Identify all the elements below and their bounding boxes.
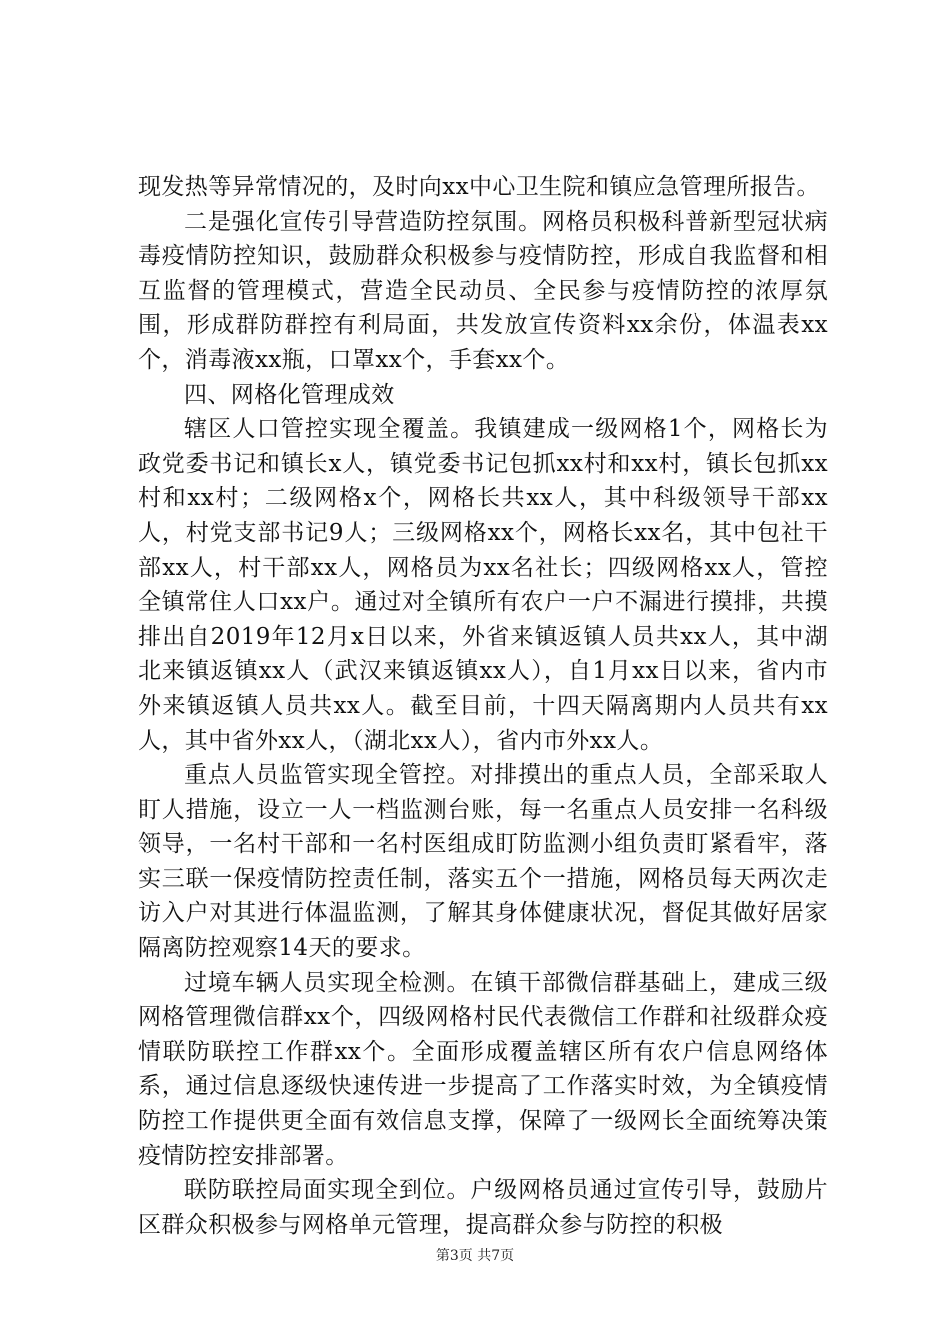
paragraph-key-personnel: 重点人员监管实现全管控。对排摸出的重点人员，全部采取人盯人措施，设立一人一档监测台账，每一名重点人员安排一名科级领导，一名村干部和一名村医组成盯防监测小组负责盯紧看牢，落实三联一保疫情防控责任制，落实五个一措施，网格员每天两次走访入户对其进行体温监测，了解其身体健康状况，督促其做好居家隔离防控观察14天的要求。 — [138, 762, 828, 962]
paragraph-joint-control: 联防联控局面实现全到位。户级网格员通过宣传引导，鼓励片区群众积极参与网格单元管理，提高群众参与防控的积极 — [138, 1177, 828, 1238]
section-heading: 四、网格化管理成效 — [184, 381, 395, 408]
paragraph-vehicle-inspection: 过境车辆人员实现全检测。在镇干部微信群基础上，建成三级网格管理微信群xx个，四级网格村民代表微信工作群和社级群众疫情联防联控工作群xx个。全面形成覆盖辖区所有农户信息网络体系，通过信息逐级快速传进一步提高了工作落实时效，为全镇疫情防控工作提供更全面有效信息支撑，保障了一级网长全面统筹决策疫情防控安排部署。 — [138, 969, 828, 1169]
paragraph-publicity: 二是强化宣传引导营造防控氛围。网格员积极科普新型冠状病毒疫情防控知识，鼓励群众积极参与疫情防控，形成自我监督和相互监督的管理模式，营造全民动员、全民参与疫情防控的浓厚氛围，形成群防群控有利局面，共发放宣传资料xx余份，体温表xx个，消毒液xx瓶，口罩xx个，手套xx个。 — [138, 208, 828, 373]
page-footer: 第3页 共7页 — [435, 1248, 515, 1264]
document-body — [138, 170, 828, 1242]
paragraph-continuation: 现发热等异常情况的，及时向xx中心卫生院和镇应急管理所报告。 — [138, 174, 820, 200]
paragraph-population-control: 辖区人口管控实现全覆盖。我镇建成一级网格1个，网格长为政党委书记和镇长x人，镇党委书记包抓xx村和xx村，镇长包抓xx村和xx村；二级网格x个，网格长共xx人，其中科级领导干部xx人，村党支部书记9人；三级网格xx个，网格长xx名，其中包社干部xx人，村干部xx人，网格员为xx名社长；四级网格xx人，管控全镇常住人口xx户。通过对全镇所有农户一户不漏进行摸排，共摸排出自2019年12月x日以来，外省来镇返镇人员共xx人，其中湖北来镇返镇xx人（武汉来镇返镇xx人），自1月xx日以来，省内市外来镇返镇人员共xx人。截至目前，十四天隔离期内人员共有xx人，其中省外xx人，（湖北xx人），省内市外xx人。 — [138, 416, 828, 754]
